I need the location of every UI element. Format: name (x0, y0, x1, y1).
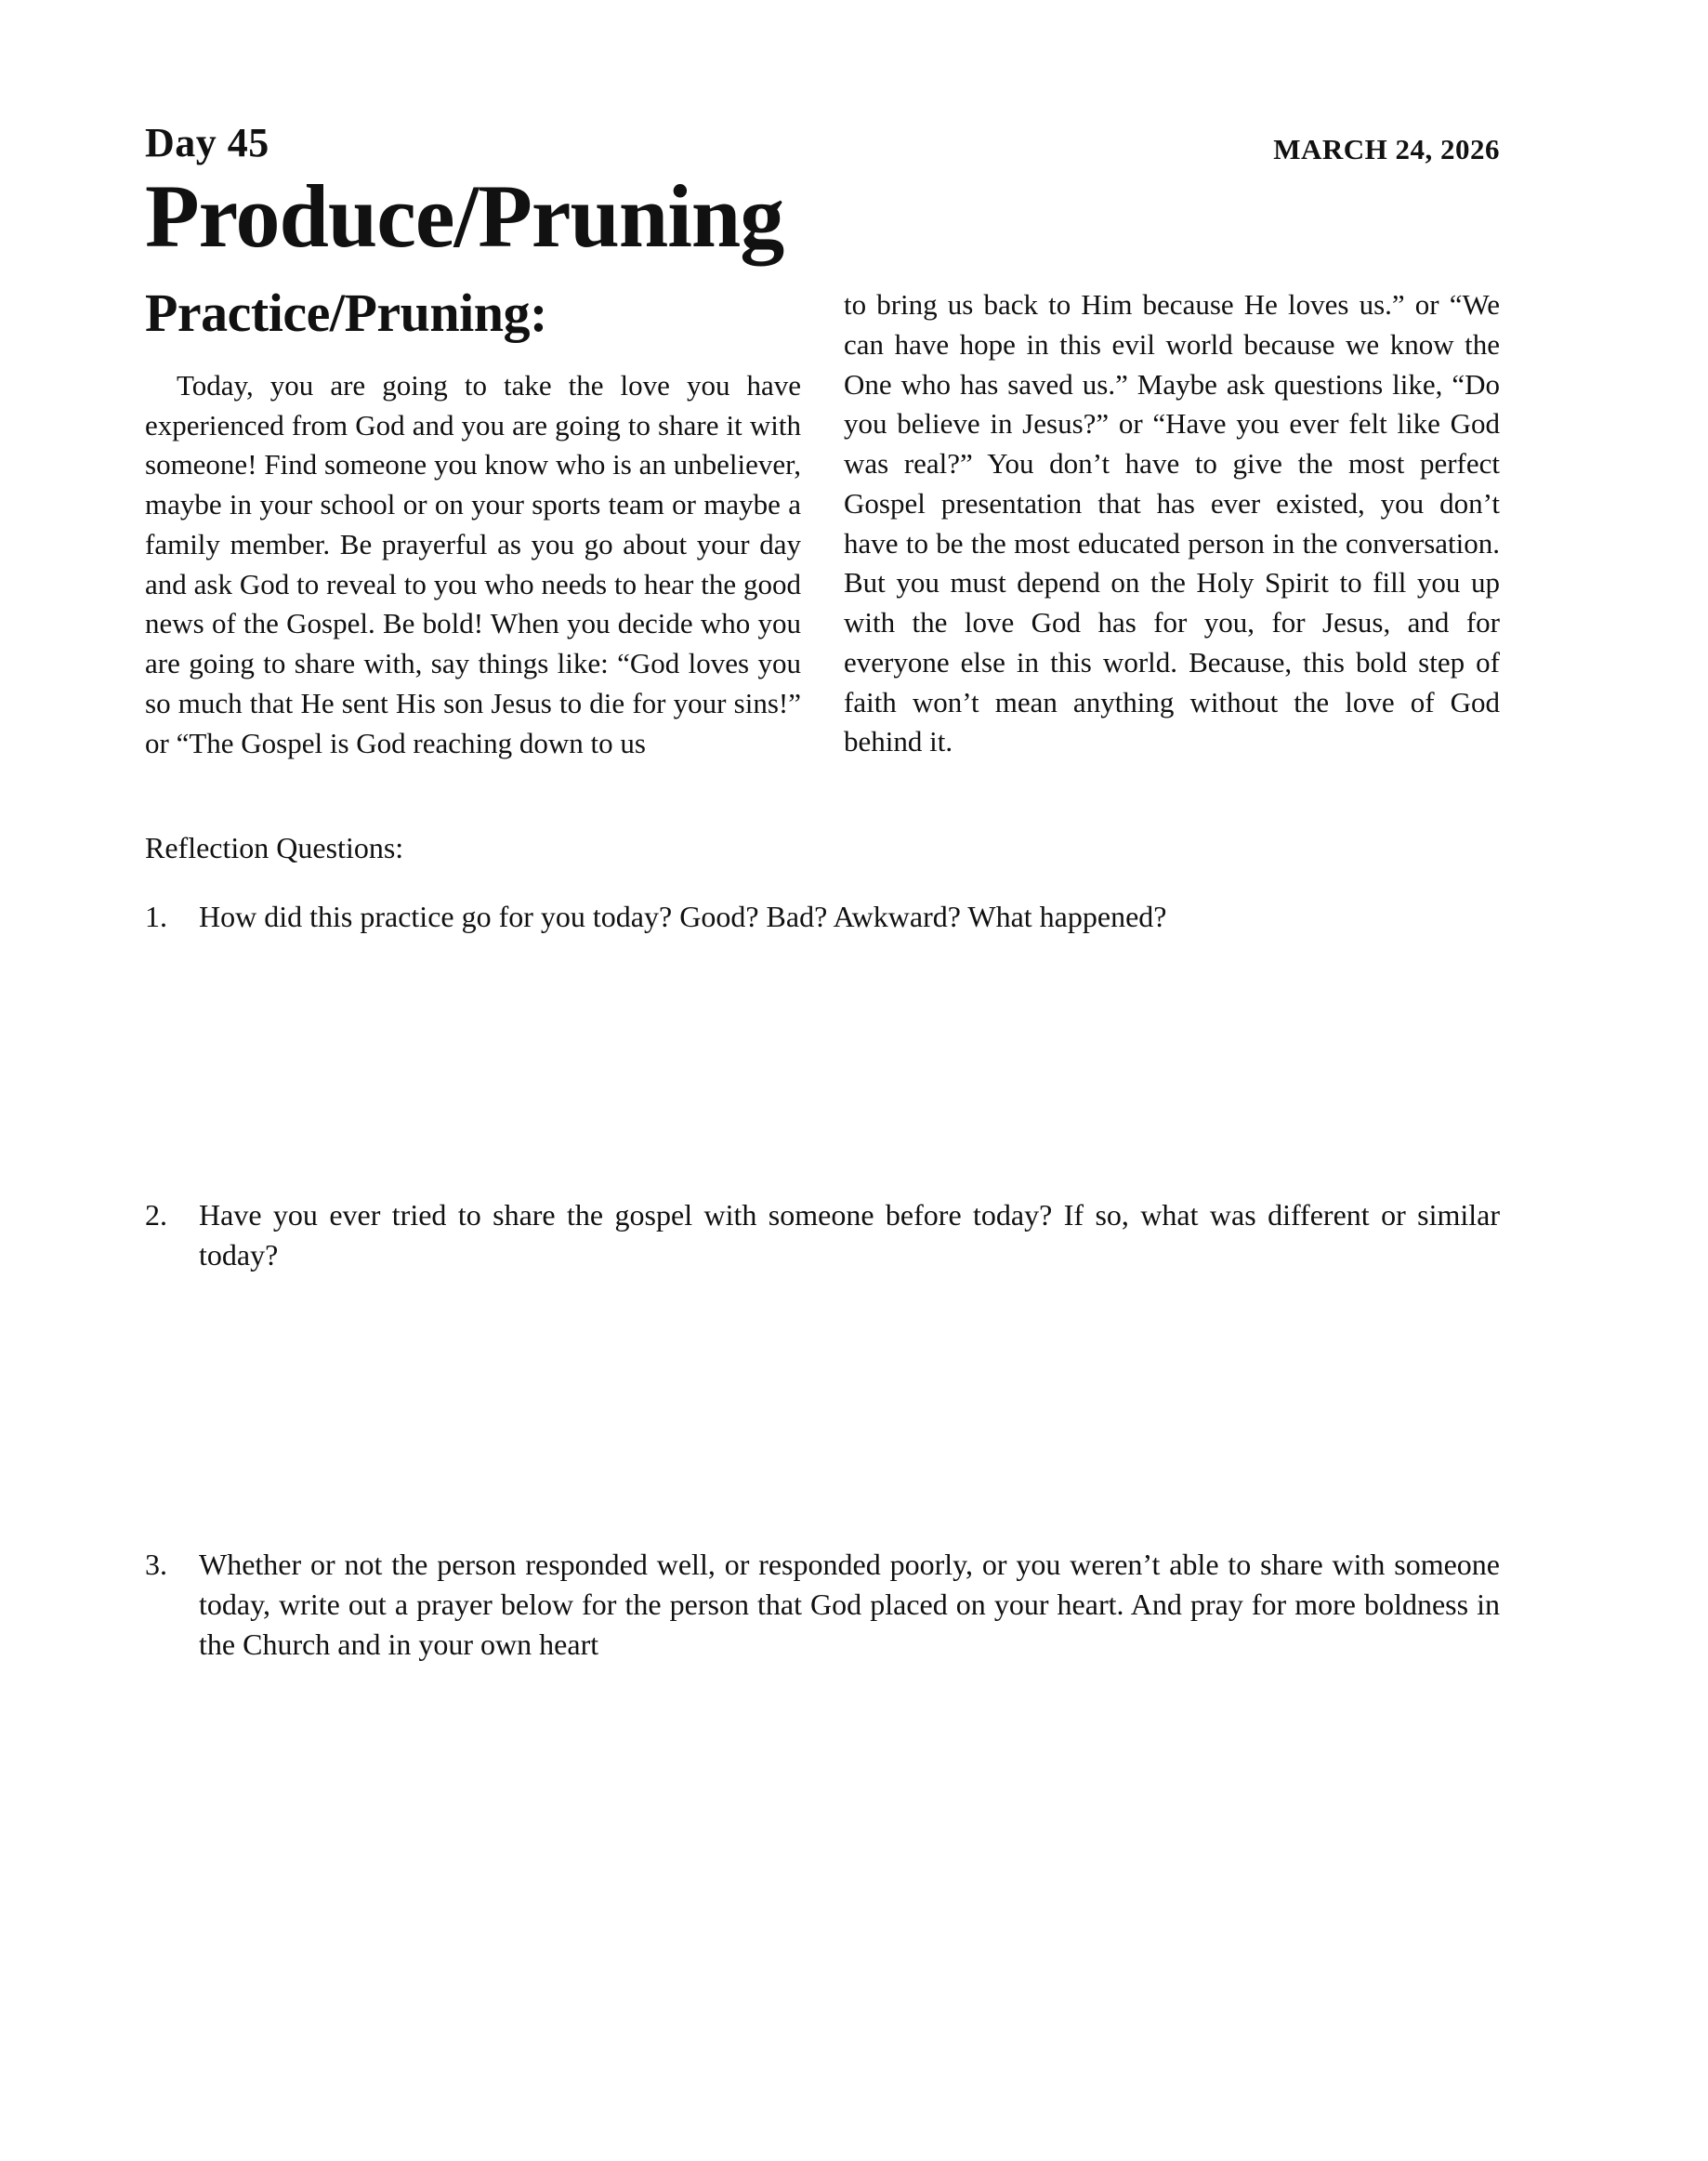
date-label: MARCH 24, 2026 (1273, 133, 1500, 165)
question-number: 2. (145, 1197, 167, 1232)
two-column-body (145, 285, 1500, 764)
question-text: How did this practice go for you today? Good? Bad? Awkward? What happened? (199, 899, 1167, 933)
question-number: 3. (145, 1548, 167, 1582)
page-title: Produce/Pruning (145, 166, 784, 266)
question-item-1 (145, 897, 1500, 937)
body-paragraph-left: Today, you are going to take the love you have experienced from God and you are going to share it with someone! Find someone you know who is an unbeliever, maybe in your school or on your sports team or maybe a family member. Be prayerful as you go about your day and ask God to reveal to you who needs to hear the good news of the Gospel. Be bold! When you decide who you are going to share with, say things like: “God loves you so much that He sent His son Jesus to die for your sins!” or “The Gospel is God reaching down to us (145, 368, 801, 759)
day-label: Day 45 (145, 120, 269, 165)
question-item-3 (145, 1545, 1500, 1666)
left-column (145, 285, 801, 764)
questions-list (145, 897, 1500, 1666)
section-heading: Practice/Pruning: (145, 283, 547, 343)
question-number: 1. (145, 899, 167, 933)
body-paragraph-right: to bring us back to Him because He loves us.” or “We can have hope in this evil world because we know the One who has saved us.” Maybe ask questions like, “Do you believe in Jesus?” or “Have you ever felt like God was real?” You don’t have to give the most perfect Gospel presentation that has ever existed, you don’t have to be the most educated person in the conversation. But you must depend on the Holy Spirit to fill you up with the love God has for you, for Jesus, and for everyone else in this world. Because, this bold step of faith won’t mean anything without the love of God behind it. (844, 288, 1500, 758)
reflection-questions-heading: Reflection Questions: (145, 830, 404, 864)
page-header (145, 119, 1500, 166)
right-column (844, 285, 1500, 764)
question-text: Have you ever tried to share the gospel with someone before today? If so, what was different or similar today? (199, 1197, 1500, 1272)
question-item-2 (145, 1195, 1500, 1275)
question-text: Whether or not the person responded well, or responded poorly, or you weren’t able to share with someone today, write out a prayer below for the person that God placed on your heart. And pray for more boldness in the Church and in your own heart (199, 1548, 1500, 1662)
